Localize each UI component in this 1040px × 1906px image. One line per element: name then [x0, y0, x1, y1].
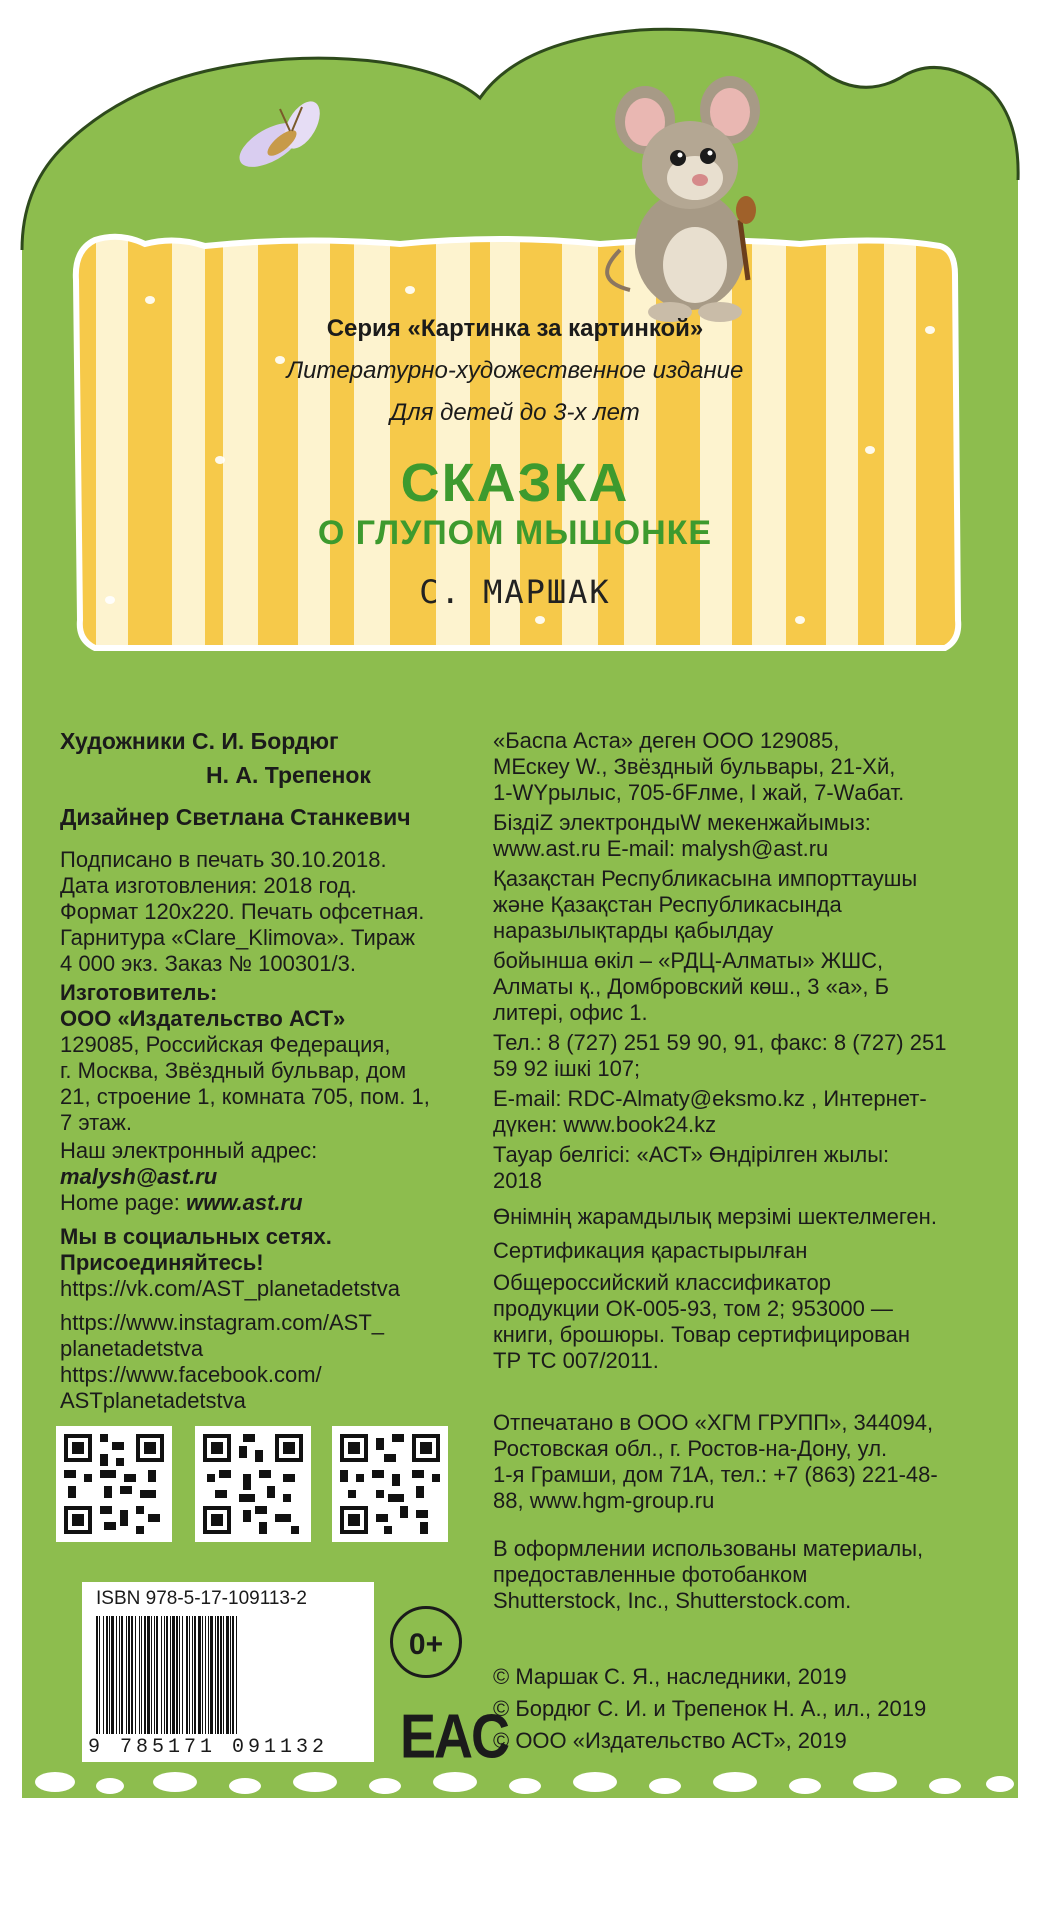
- barcode-bar: [198, 1616, 201, 1734]
- barcode-bar: [103, 1616, 104, 1734]
- maker-address: 129085, Российская Федерация, г. Москва, Звёздный бульвар, дом 21, строение 1, комната 705, пом. 1, 7 этаж.: [60, 1032, 430, 1135]
- copyright-ast: © ООО «Издательство АСТ», 2019: [493, 1728, 847, 1753]
- barcode-bar: [210, 1616, 213, 1734]
- barcode-bar: [111, 1616, 114, 1734]
- barcode-bar: [116, 1616, 117, 1734]
- eac-mark-icon: EAC: [400, 1702, 509, 1772]
- barcode-bar: [135, 1616, 136, 1734]
- barcode-bar: [223, 1616, 224, 1734]
- email-label: Наш электронный адрес:: [60, 1138, 318, 1163]
- barcode-bar: [119, 1616, 120, 1734]
- kz-importer: Қазақстан Республикасына импорттаушы және Қазақстан Республикасында наразылықтарды қабылдау: [493, 866, 918, 943]
- barcode-bar: [232, 1616, 234, 1734]
- kz-representative: бойынша өкіл – «РДЦ-Алматы» ЖШС, Алматы қ., Домбровский көш., 3 «а», Б литері, офис 1.: [493, 948, 889, 1025]
- barcode-bar: [126, 1616, 127, 1734]
- barcode-bar: [205, 1616, 206, 1734]
- isbn-barcode: [82, 1582, 374, 1762]
- instagram-link[interactable]: https://www.instagram.com/AST_ planetadetstva: [60, 1310, 384, 1361]
- vk-link[interactable]: https://vk.com/AST_planetadetstva: [60, 1276, 400, 1301]
- printer-info: Отпечатано в ООО «ХГМ ГРУПП», 344094, Ростовская обл., г. Ростов-на-Дону, ул. 1-я Грамши, дом 71А, тел.: +7 (863) 221-48- 88, www.hgm-group.ru: [493, 1410, 938, 1513]
- barcode-bar: [151, 1616, 152, 1734]
- kz-publisher-info: «Баспа Аста» деген ООО 129085, МЕскеу W., Звёздный бульвары, 21-Хй, 1-WYрылыс, 705-бFлме, I жай, 7-Wабат.: [493, 728, 905, 805]
- barcode-bar: [154, 1616, 155, 1734]
- barcode-bar: [99, 1616, 100, 1734]
- qr-code-instagram[interactable]: [195, 1426, 311, 1542]
- book-title-line2: О ГЛУПОМ МЫШОНКЕ: [317, 514, 713, 552]
- barcode-bar: [131, 1616, 133, 1734]
- barcode-bar: [226, 1616, 229, 1734]
- barcode-bar: [161, 1616, 162, 1734]
- publisher-email[interactable]: malysh@ast.ru: [60, 1164, 218, 1189]
- barcode-bar: [156, 1616, 158, 1734]
- barcode-bar: [139, 1616, 140, 1734]
- barcode-bar: [217, 1616, 219, 1734]
- designer: Дизайнер Светлана Станкевич: [60, 804, 411, 830]
- barcode-bar: [121, 1616, 123, 1734]
- isbn-number: ISBN 978-5-17-109113-2: [96, 1588, 307, 1609]
- home-page-url[interactable]: www.ast.ru: [185, 1190, 303, 1215]
- kz-trademark: Тауар белгісі: «АСТ» Өндірілген жылы: 2018: [493, 1142, 890, 1193]
- edition-type: Литературно-художественное издание: [286, 357, 744, 384]
- barcode-bars: [96, 1616, 360, 1734]
- kz-email-info: БiздiZ электрондыW мекенжайымыз: www.ast.ru E-mail: malysh@ast.ru: [493, 810, 871, 861]
- bottom-band: [0, 1772, 1040, 1906]
- copyright-illustrators: © Бордюг С. И. и Трепенок Н. А., ил., 2019: [493, 1696, 927, 1721]
- barcode-bar: [170, 1616, 171, 1734]
- barcode-bar: [182, 1616, 183, 1734]
- barcode-bar: [202, 1616, 203, 1734]
- barcode-bar: [141, 1616, 142, 1734]
- barcode-bar: [236, 1616, 237, 1734]
- copyright-marshak: © Маршак С. Я., наследники, 2019: [493, 1664, 847, 1689]
- artists-line-2: Н. А. Трепенок: [206, 762, 371, 788]
- barcode-bar: [192, 1616, 193, 1734]
- barcode-bar: [220, 1616, 222, 1734]
- facebook-link[interactable]: https://www.facebook.com/ ASTplanetadetstva: [60, 1362, 322, 1413]
- barcode-bar: [166, 1616, 168, 1734]
- barcode-bar: [186, 1616, 188, 1734]
- barcode-bar: [109, 1616, 110, 1734]
- age-note: Для детей до 3-х лет: [390, 399, 640, 426]
- print-info: Подписано в печать 30.10.2018. Дата изготовления: 2018 год. Формат 120х220. Печать офсетная. Гарнитура «Clare_Klimova». Тираж 4 000 экз. Заказ № 100301/3.: [60, 847, 425, 976]
- social-label: Мы в социальных сетях. Присоединяйтесь!: [60, 1224, 332, 1275]
- barcode-bar: [106, 1616, 108, 1734]
- barcode-digits: 9 785171 091132: [88, 1736, 329, 1759]
- qr-code-vk[interactable]: [56, 1426, 172, 1542]
- barcode-bar: [147, 1616, 150, 1734]
- barcode-bar: [96, 1616, 98, 1734]
- barcode-bar: [164, 1616, 165, 1734]
- barcode-bar: [189, 1616, 190, 1734]
- artists-line-1: Художники С. И. Бордюг: [60, 728, 339, 754]
- barcode-bar: [179, 1616, 180, 1734]
- barcode-bar: [208, 1616, 209, 1734]
- barcode-bar: [128, 1616, 130, 1734]
- book-author: С. МАРШАК: [419, 573, 611, 611]
- home-page-label: Home page:: [60, 1190, 186, 1215]
- barcode-bar: [172, 1616, 175, 1734]
- classifier-info: Общероссийский классификатор продукции ОК-005-93, том 2; 953000 — книги, брошюры. Товар сертифицирован ТР ТС 007/2011.: [493, 1270, 911, 1373]
- kz-internet: E-mail: RDC-Almaty@eksmo.kz , Интернет- дүкен: www.book24.kz: [493, 1086, 927, 1137]
- qr-code-facebook[interactable]: [332, 1426, 448, 1542]
- home-page-line: [60, 1190, 303, 1216]
- maker-name: ООО «Издательство АСТ»: [60, 1006, 346, 1031]
- kz-certification: Сертификация қарастырылған: [493, 1238, 808, 1263]
- maker-label: Изготовитель:: [60, 980, 218, 1005]
- barcode-bar: [144, 1616, 146, 1734]
- shutterstock-credit: В оформлении использованы материалы, предоставленные фотобанком Shutterstock, Inc., Shutterstock.com.: [493, 1536, 924, 1613]
- book-title-line1: СКАЗКА: [400, 453, 630, 513]
- kz-phone: Тел.: 8 (727) 251 59 90, 91, факс: 8 (727) 251 59 92 ішкі 107;: [493, 1030, 947, 1081]
- series-title: Серия «Картинка за картинкой»: [326, 315, 704, 342]
- barcode-bar: [194, 1616, 196, 1734]
- age-rating-badge: 0+: [390, 1606, 462, 1678]
- barcode-bar: [230, 1616, 231, 1734]
- kz-shelf-life: Өнімнің жарамдылық мерзімі шектелмеген.: [493, 1204, 937, 1229]
- barcode-bar: [176, 1616, 178, 1734]
- barcode-bar: [215, 1616, 216, 1734]
